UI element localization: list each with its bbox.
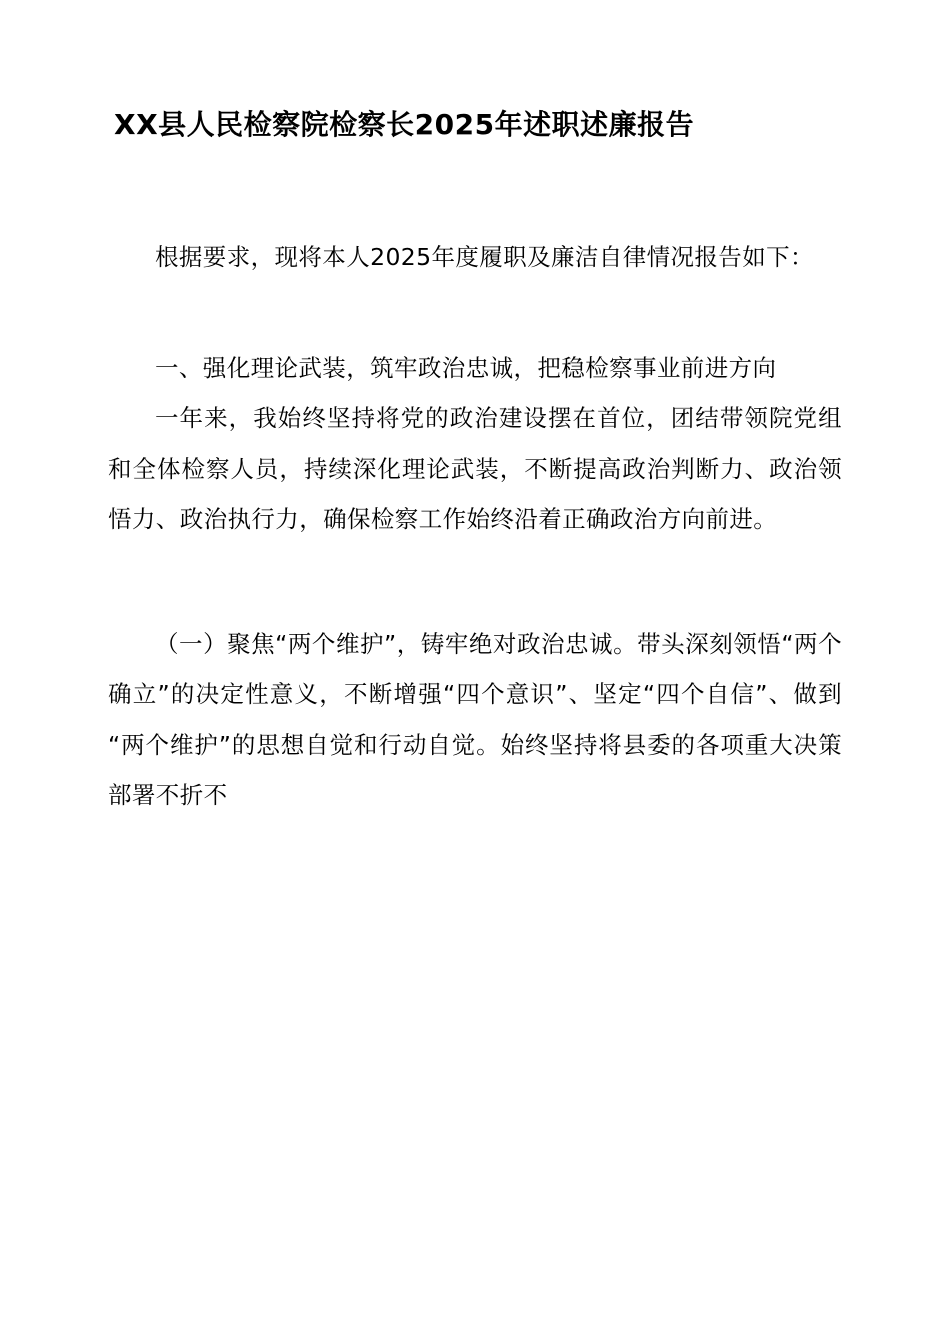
page-title: XX县人民检察院检察长2025年述职述廉报告 [114, 108, 695, 141]
paragraph-subsection-1: （一）聚焦“两个维护”，铸牢绝对政治忠诚。带头深刻领悟“两个确立”的决定性意义，不断增强“四个意识”、坚定“四个自信”、做到“两个维护”的思想自觉和行动自觉。始终坚持将县委的各项重大决策部署不折不 [108, 629, 842, 810]
title-spacer [108, 146, 842, 232]
paragraph-section-heading-1: 一、强化理论武装，筑牢政治忠诚，把稳检察事业前进方向 [155, 353, 777, 382]
paragraph-gap-2 [108, 545, 842, 619]
paragraph-gap-1 [108, 283, 842, 343]
paragraph-section-1-body: 一年来，我始终坚持将党的政治建设摆在首位，团结带领院党组和全体检察人员，持续深化理论武装，不断提高政治判断力、政治领悟力、政治执行力，确保检察工作始终沿着正确政治方向前进。 [108, 404, 842, 534]
paragraph-intro: 根据要求，现将本人2025年度履职及廉洁自律情况报告如下： [155, 243, 814, 271]
